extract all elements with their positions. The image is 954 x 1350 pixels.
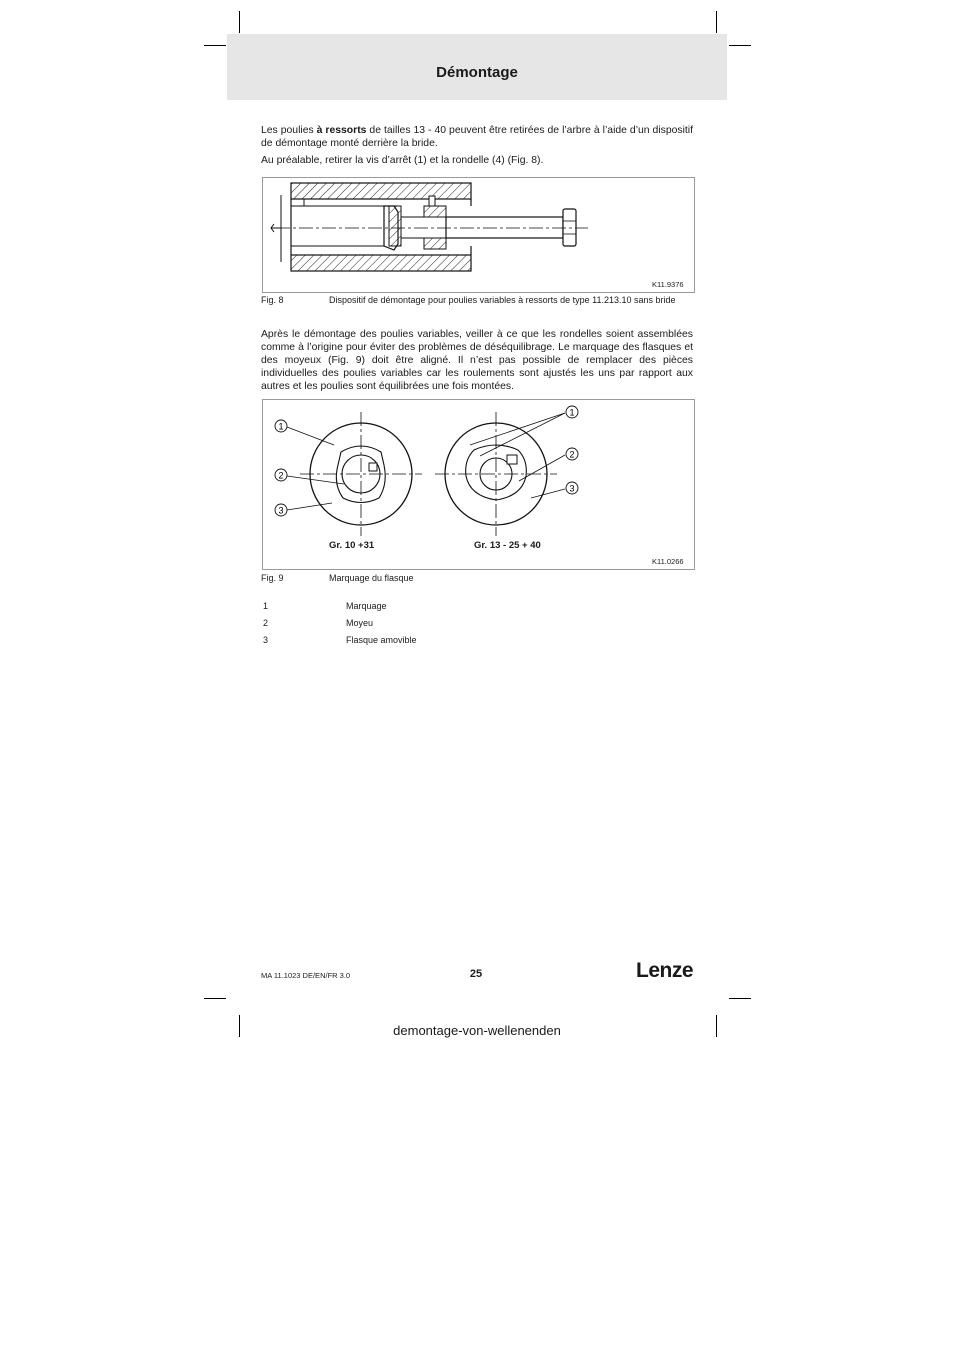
intro-line2: Au préalable, retirer la vis d’arrêt (1) et la rondelle (4) (Fig. 8). [261,155,544,166]
figure-8-label: Fig. 8 [261,295,284,305]
legend-number: 2 [263,618,269,628]
figure-9-label: Fig. 9 [261,573,284,583]
figure-9-code: K11.0266 [652,557,684,566]
figure-8-caption: Dispositif de démontage pour poulies variables à ressorts de type 11.213.10 sans bride [329,295,676,305]
callout-right-2: 2 [569,449,575,460]
pulley-right [435,412,557,536]
callout-left-3: 3 [278,505,284,516]
figure-9-caption: Marquage du flasque [329,573,414,583]
page-number: 25 [469,968,483,980]
group-label-right: Gr. 13 - 25 + 40 [474,540,541,551]
callout-left-1: 1 [278,421,284,432]
figure-8-code: K11.9376 [652,280,684,289]
callout-right-3: 3 [569,483,575,494]
assembly-paragraph: Après le démontage des poulies variables, veiller à ce que les rondelles soient assemblées comme à l’origine pour éviter des problèmes de déséquilibrage. Le marquage des flasques et des moyeux (Fig. 9) doit être aligné. Il n’est pas possible de remplacer des pièces individuelles des poulies variables car les roulements sont ajustés les uns par rapport aux autres et les poulies sont équilibrées une fois montées. [261,329,693,392]
intro-rest: de tailles 13 - 40 peuvent être retirées de l’arbre à l’aide d’un dispositif de démontage monté derrière la bride. [261,125,693,149]
legend-number: 1 [263,601,269,611]
document-number: MA 11.1023 DE/EN/FR 3.0 [261,971,351,980]
legend-text: Moyeu [346,618,374,628]
legend-number: 3 [263,635,269,645]
page-slug: demontage-von-wellenenden [393,1023,561,1038]
pulley-left [300,412,422,536]
group-label-left: Gr. 10 +31 [329,540,375,551]
intro-bold: à ressorts [316,125,367,136]
legend-text: Marquage [346,601,387,611]
callout-right-1: 1 [569,407,575,418]
legend-text: Flasque amovible [346,635,417,645]
brand-logo: Lenze [636,959,694,982]
page-title: Démontage [436,64,518,81]
callout-left-2: 2 [278,470,284,481]
intro-prefix: Les poulies [261,125,317,136]
